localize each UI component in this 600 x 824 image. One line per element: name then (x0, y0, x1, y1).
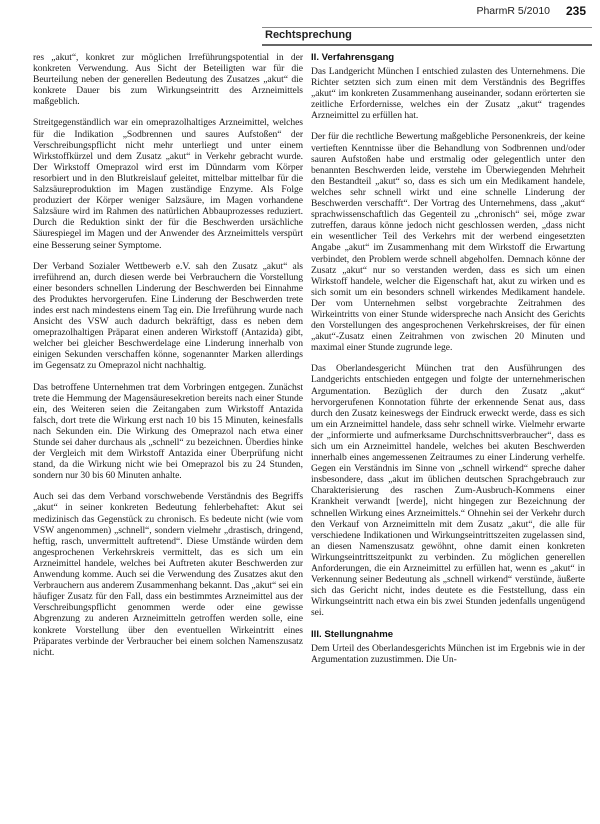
section-title: Rechtsprechung (265, 29, 352, 41)
body-paragraph: Der Verband Sozialer Wettbewerb e.V. sah den Zusatz „akut“ als irreführend an, durch diesen werde bei Verbrauchern die Vorstellung einer besonders schnellen Linderung der Beschwerden bei Einnahme des Produktes hervorgerufen. Eine Linderung der Beschwerden trete indes erst nach mindestens einem Tag ein. Die Irreführung wurde nach Ansicht des VSW auch dadurch bekräftigt, dass es neben dem omeprazolhaltigen Präparat einen anderen Wirkstoff (Antazida) gibt, welcher bei gleicher Beschwerdelage eine Linderung innerhalb von einigen Sekunden verschaffen könne, sogenannter Marken allerdings im Gegensatz zu Omeprazol nicht nachhaltig. (33, 260, 303, 372)
left-column (33, 52, 303, 668)
body-paragraph: Das Oberlandesgericht München trat den Ausführungen des Landgerichts entschieden entgegen und folgte der unternehmerischen Argumentation. Bezüglich der durch den Zusatz „akut“ hervorgerufenen Konnotation führte der erkennende Senat aus, dass durch den Zusatz keineswegs der Eindruck erweckt werde, dass es sich um ein Arzneimittel handele, dass sehr schnell wirke. Vielmehr erwarte der „informierte und aufmerksame Durchschnittsverbraucher“, dass es sich um ein Arzneimittel handele, welches bei akuten Beschwerden innerhalb eines angemessenen Zeitraumes zu einer Linderung verhelfe. Gegen ein Verständnis im Sinne von „schnell wirkend“ spreche daher insbesondere, dass „akut im üblichen deutschen Sprachgebrauch zur Charakterisierung des raschen Zum-Ausbruch-Kommens einer Krankheit verwandt [werde], nicht hingegen zur Bezeichnung der schnellen Wirkung eines Arzneimittels.“ Ohnehin sei der Verkehr durch den Verkauf von Arzneimitteln mit dem Zusatz „akut“, die alle für verschiedene Indikationen und Wirkungseintrittszeiten zugelassen sind, an diesen Namenszusatz gewöhnt, ohne damit einen konkreten Wirkungseintrittszeitpunkt zu verbinden. Zu möglichen generellen Anforderungen, die ein Arzneimittel zu erfüllen hat, wenn es „akut“ in Verkennung seiner Bedeutung als „schnell wirkend“ verstünde, äußerte sich das Gericht nicht, indes deutete es die Feststellung, dass ein Wirkungseintritt nach etwa ein bis zwei Stunden jedenfalls ungenügend sei. (311, 363, 585, 619)
page-number: 235 (565, 4, 586, 18)
body-paragraph: Das Landgericht München I entschied zulasten des Unternehmens. Die Richter setzten sich zum einen mit dem Verständnis des Begriffes „akut“ im konkreten Zusammenhang auseinander, sodann erörterten sie zeitliche Erfordernisse, welches ein der Zusatz „akut“ tragendes Arzneimittel zu erfüllen hat. (311, 66, 585, 122)
right-column (311, 52, 585, 675)
section-bar (262, 27, 592, 46)
body-paragraph: Auch sei das dem Verband vorschwebende Verständnis des Begriffs „akut“ in seiner konkreten Bedeutung fehlerbehaftet: Akut sei medizinisch das Gegenstück zu chronisch. Es bedeute nicht (wie vom VSW angenommen) „schnell“, sondern vielmehr „drastisch, dringend, heftig, rasch, unvermittelt auftretend“. Diese Umstände würden dem angesprochenen Verkehrskreis vermittelt, das es sich um ein Arzneimittel handele, welches bei Auftreten akuter Beschwerden zur Anwendung komme. Auch sei die Verwendung des Zusatzes akut den Verbrauchern aus anderem Zusammenhang bekannt. Das „akut“ sei ein häufiger Zusatz für den Fall, dass ein bestimmtes Arzneimittel aus der Verschreibungspflicht genommen werde oder eine gewisse Abgrenzung zu anderen Arzneimitteln getroffen werden solle, eine konkrete Vorstellung über den eventuellen Wirkeintritt eines Präparates verbinde der Verbraucher bei einem solchen Namenszusatz nicht. (33, 491, 303, 658)
body-paragraph: Das betroffene Unternehmen trat dem Vorbringen entgegen. Zunächst trete die Hemmung der Magensäuresekretion bereits nach einer Stunde ein, des Weiteren seien die Zeitangaben zum Wirkstoff Antazida falsch, dort trete die Wirkung erst nach 10 bis 15 Minuten, keinesfalls nach Sekunden ein. Die Wirkung des Omeprazol nach etwa einer Stunde sei daher durchaus als „schnell“ zu bezeichnen. Überdies hinke der Vergleich mit dem Wirkstoff Antazida einer Überprüfung nicht stand, da die Wirkung nicht wie bei Omeprazol bis zu 24 Stunden, sondern nur 30 bis 60 Minuten anhalte. (33, 381, 303, 482)
section-heading-stellungnahme: III. Stellungnahme (311, 628, 394, 640)
body-paragraph: Dem Urteil des Oberlandesgerichts München ist im Ergebnis wie in der Argumentation zuzustimmen. Die Un- (311, 642, 585, 665)
body-paragraph: Streitgegenständlich war ein omeprazolhaltiges Arzneimittel, welches für die Indikation „Sodbrennen und saures Aufstoßen“ der Verschreibungspflicht nicht mehr unterliegt und unter einem Wirkstoffkürzel und dem Zusatz „akut“ in Verkehr gebracht wurde. Der Wirkstoff Omeprazol wird erst im Dünndarm vom Körper resorbiert und in den Blutkreislauf geleitet, mittelbar mittelbar für die Salzsäureproduktion im Magen zuständige Enzyme. Als Folge produziert der Körper weniger Salzsäure, im Magen vorhandene Salzsäure wird im Rahmen des natürlichen Abbauprozesses reduziert. Durch die Reduktion sinkt der für die Beschwerden ursächliche Säurespiegel im Magen und der Anwender des Arzneimittels verspürt eine Besserung seiner Symptome. (33, 117, 303, 251)
body-paragraph: Der für die rechtliche Bewertung maßgebliche Personenkreis, der keine vertieften Kenntnisse über die Behandlung von Sodbrennen und/oder sauren Aufstoßen habe und erstmalig oder gelegentlich unter den benannten Beschwerden leide, verstehe im Überwiegenden Mehrheit den Bestandteil „akut“ so, dass es sich um ein Medikament handele, welches sehr schnell wirkt und eine schnelle Linderung der Beschwerden verschafft“. Der Vortrag des Unternehmens, dass „akut“ sprachwissenschaftlich das Gegenteil zu „chronisch“ sei, möge zwar zutreffen, daraus könne jedoch nicht geschlossen werden, „dass nicht ein wesentlicher Teil des Verkehrs mit der werbend eingesetzten Angabe „akut“ im Zusammenhang mit dem Wirkstoff die Erwartung verbindet, den Problem werde schnell abgeholfen. Demnach könne der Zusatz „akut“ nur so verstanden werden, dass es sich um einen Wirkstoff handele, welcher die Eigenschaft hat, akut zu wirken und es sich somit um ein besonders schnell wirkendes Medikament handele. Der vom Unternehmen selbst vorgebrachte Zeitrahmen des Wirkeintritts von einer Stunde widerspreche nach Ansicht des Gerichts den Vorstellungen des angesprochenen Verkehrskreises, der für einen „akut“-Zusatz einen Zeitrahmen von zwischen 20 Minuten und maximal einer Stunde zugrunde lege. (311, 131, 585, 354)
running-head (262, 4, 592, 24)
journal-citation: PharmR 5/2010 (476, 5, 550, 17)
body-paragraph: res „akut“, konkret zur möglichen Irreführungspotential in der konkreten Verwendung. Aus Sicht der Beteiligten war für die Beurteilung neben der generellen Bedeutung des Zusatzes „akut“ die konkrete Dauer bis zum Wirkungseintritt des Arzneimittels maßgeblich. (33, 52, 303, 108)
section-heading-verfahrensgang: II. Verfahrensgang (311, 52, 395, 63)
